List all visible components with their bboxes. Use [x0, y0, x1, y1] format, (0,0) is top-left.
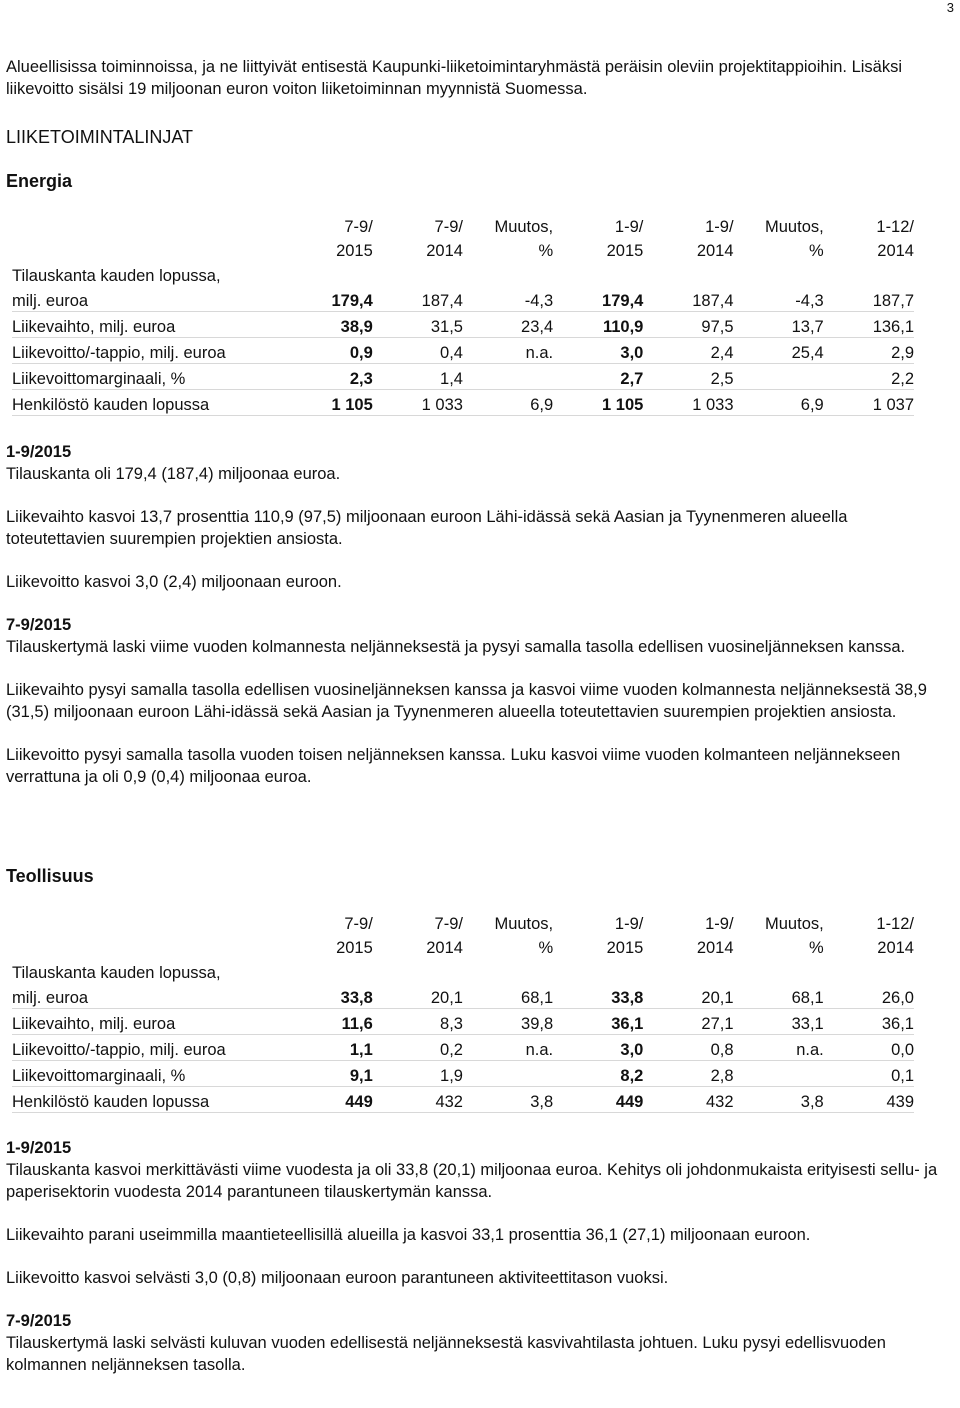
intro-paragraph: Alueellisissa toiminnoissa, ja ne liittyivät entisestä Kaupunki-liiketoimintaryhmästä peräisin oleviin projektitappioihin. Lisäksi liikevoitto sisälsi 19 miljoonan euron voiton liiketoiminnan myynnistä Suomessa. — [6, 58, 903, 98]
table-cell: 0,2 — [373, 1035, 463, 1061]
table-cell — [734, 364, 824, 390]
table-cell: 449 — [553, 1087, 643, 1113]
paragraph: Liikevoitto kasvoi selvästi 3,0 (0,8) miljoonaan euroon parantuneen aktiviteettitason vuoksi. — [6, 1269, 669, 1287]
table-cell: 33,8 — [553, 983, 643, 1009]
table-cell: 0,9 — [283, 338, 373, 364]
table-row — [12, 1035, 914, 1061]
table-row — [12, 390, 914, 416]
table-cell: 2,2 — [824, 364, 914, 390]
table-cell: 1 033 — [643, 390, 733, 416]
teollisuus-table — [12, 912, 914, 1113]
table-row — [12, 286, 914, 312]
column-header: 7-9/ 2014 — [426, 915, 463, 957]
header-empty — [12, 912, 283, 960]
table-cell: 1,9 — [373, 1061, 463, 1087]
table-cell: 27,1 — [643, 1009, 733, 1035]
row-label: milj. euroa — [12, 983, 283, 1009]
table-cell: 6,9 — [463, 390, 553, 416]
table-cell: 33,1 — [734, 1009, 824, 1035]
table-cell: 3,0 — [553, 338, 643, 364]
table-cell: 2,3 — [283, 364, 373, 390]
table-header-row — [12, 215, 914, 263]
table-cell: 1 105 — [553, 390, 643, 416]
table-cell: 179,4 — [553, 286, 643, 312]
table-cell — [463, 364, 553, 390]
table-cell: n.a. — [734, 1035, 824, 1061]
row-label: Liikevaihto, milj. euroa — [12, 1009, 283, 1035]
table-cell: 432 — [643, 1087, 733, 1113]
column-header: Muutos, % — [494, 218, 554, 260]
table-cell: 179,4 — [283, 286, 373, 312]
table-cell: 8,3 — [373, 1009, 463, 1035]
table-row — [12, 338, 914, 364]
table-row — [12, 263, 914, 286]
row-label: Liikevoittomarginaali, % — [12, 1061, 283, 1087]
section-title: LIIKETOIMINTALINJAT — [6, 127, 194, 147]
row-label: Henkilöstö kauden lopussa — [12, 390, 283, 416]
header-empty — [12, 215, 283, 263]
table-row — [12, 312, 914, 338]
row-label: Liikevaihto, milj. euroa — [12, 312, 283, 338]
table-cell: 20,1 — [643, 983, 733, 1009]
row-label: Henkilöstö kauden lopussa — [12, 1087, 283, 1113]
table-cell: 187,7 — [824, 286, 914, 312]
paragraph: Tilauskanta oli 179,4 (187,4) miljoonaa euroa. — [6, 465, 341, 483]
table-cell: 68,1 — [463, 983, 553, 1009]
table-cell: 1 037 — [824, 390, 914, 416]
column-header: 1-9/ 2015 — [606, 218, 644, 260]
table-cell: 110,9 — [553, 312, 643, 338]
table-cell: 25,4 — [734, 338, 824, 364]
row-label: milj. euroa — [12, 286, 283, 312]
table-cell: -4,3 — [463, 286, 553, 312]
teollisuus-heading: Teollisuus — [6, 866, 94, 886]
column-header: 1-9/ 2014 — [696, 915, 734, 957]
table-cell: 11,6 — [283, 1009, 373, 1035]
energia-commentary — [6, 441, 946, 788]
row-label: Liikevoitto/-tappio, milj. euroa — [12, 338, 283, 364]
column-header: 7-9/ 2015 — [336, 218, 373, 260]
table-cell: 1,1 — [283, 1035, 373, 1061]
table-cell: 20,1 — [373, 983, 463, 1009]
table-cell: 2,9 — [824, 338, 914, 364]
table-cell: -4,3 — [734, 286, 824, 312]
table-cell: 9,1 — [283, 1061, 373, 1087]
table-row — [12, 1061, 914, 1087]
row-label: Liikevoitto/-tappio, milj. euroa — [12, 1035, 283, 1061]
column-header: 1-12/ 2014 — [876, 218, 914, 260]
paragraph: Liikevaihto parani useimmilla maantieteellisillä alueilla ja kasvoi 33,1 prosenttia 36,1 (27,1) miljoonaan euroon. — [6, 1226, 811, 1244]
table-cell: 449 — [283, 1087, 373, 1113]
table-cell: 1,4 — [373, 364, 463, 390]
table-cell: 2,5 — [643, 364, 733, 390]
table-cell: 0,8 — [643, 1035, 733, 1061]
table-row — [12, 364, 914, 390]
table-cell: n.a. — [463, 338, 553, 364]
column-header: 1-12/ 2014 — [876, 915, 914, 957]
paragraph: Tilauskanta kasvoi merkittävästi viime vuodesta ja oli 33,8 (20,1) miljoonaa euroa. Kehitys oli johdonmukaista erityisesti sellu- ja paperisektorin vuodesta 2014 parantuneen tilauskertymän kanssa. — [6, 1161, 938, 1201]
table-cell: n.a. — [463, 1035, 553, 1061]
table-row — [12, 960, 914, 983]
table-cell: 432 — [373, 1087, 463, 1113]
table-cell: 23,4 — [463, 312, 553, 338]
table-row — [12, 1009, 914, 1035]
period-heading: 7-9/2015 — [6, 616, 72, 634]
table-cell: 8,2 — [553, 1061, 643, 1087]
column-header: 7-9/ 2015 — [336, 915, 373, 957]
table-cell: 36,1 — [553, 1009, 643, 1035]
period-heading: 1-9/2015 — [6, 1139, 72, 1157]
table-cell: 36,1 — [824, 1009, 914, 1035]
row-label: Tilauskanta kauden lopussa, — [12, 964, 221, 982]
table-row — [12, 1087, 914, 1113]
paragraph: Liikevaihto pysyi samalla tasolla edellisen vuosineljänneksen kanssa ja kasvoi viime vuoden kolmannesta neljänneksestä 38,9 (31,5) miljoonaan euroon Lähi-idässä sekä Aasian ja Tyynenmeren alueella toteutettavien suurempien projektien ansiosta. — [6, 681, 927, 721]
table-cell: 439 — [824, 1087, 914, 1113]
table-cell: 1 105 — [283, 390, 373, 416]
row-label: Liikevoittomarginaali, % — [12, 364, 283, 390]
paragraph: Tilauskertymä laski selvästi kuluvan vuoden edellisestä neljänneksestä kasvivahtilasta johtuen. Luku pysyi edellisvuoden kolmannen neljänneksen tasolla. — [6, 1334, 886, 1374]
table-cell: 2,8 — [643, 1061, 733, 1087]
table-cell: 39,8 — [463, 1009, 553, 1035]
table-cell: 187,4 — [373, 286, 463, 312]
table-cell: 0,1 — [824, 1061, 914, 1087]
column-header: Muutos, % — [494, 915, 554, 957]
column-header: Muutos, % — [765, 218, 824, 260]
table-cell: 0,4 — [373, 338, 463, 364]
table-cell: 38,9 — [283, 312, 373, 338]
table-cell: 6,9 — [734, 390, 824, 416]
period-heading: 7-9/2015 — [6, 1312, 72, 1330]
column-header: 7-9/ 2014 — [426, 218, 463, 260]
table-cell — [463, 1061, 553, 1087]
teollisuus-commentary — [6, 1137, 946, 1376]
paragraph: Tilauskertymä laski viime vuoden kolmannesta neljänneksestä ja pysyi samalla tasolla edellisen vuosineljänneksen kanssa. — [6, 638, 906, 656]
paragraph: Liikevaihto kasvoi 13,7 prosenttia 110,9 (97,5) miljoonaan euroon Lähi-idässä sekä Aasian ja Tyynenmeren alueella toteutettavien suurempien projektien ansiosta. — [6, 508, 848, 548]
table-cell: 3,0 — [553, 1035, 643, 1061]
period-heading: 1-9/2015 — [6, 443, 72, 461]
page-number: 3 — [946, 0, 954, 15]
column-header: Muutos, % — [765, 915, 824, 957]
table-cell: 13,7 — [734, 312, 824, 338]
table-cell: 2,4 — [643, 338, 733, 364]
table-cell: 1 033 — [373, 390, 463, 416]
table-cell: 187,4 — [643, 286, 733, 312]
table-cell: 3,8 — [734, 1087, 824, 1113]
energia-table — [12, 215, 914, 416]
table-row — [12, 983, 914, 1009]
table-cell: 0,0 — [824, 1035, 914, 1061]
table-cell: 26,0 — [824, 983, 914, 1009]
table-cell: 68,1 — [734, 983, 824, 1009]
table-cell: 2,7 — [553, 364, 643, 390]
paragraph: Liikevoitto kasvoi 3,0 (2,4) miljoonaan euroon. — [6, 573, 342, 591]
table-header-row — [12, 912, 914, 960]
table-cell: 31,5 — [373, 312, 463, 338]
table-cell — [734, 1061, 824, 1087]
column-header: 1-9/ 2015 — [606, 915, 644, 957]
energia-heading: Energia — [6, 171, 73, 191]
paragraph: Liikevoitto pysyi samalla tasolla vuoden toisen neljänneksen kanssa. Luku kasvoi viime vuoden kolmanteen neljännekseen verrattuna ja oli 0,9 (0,4) miljoonaa euroa. — [6, 746, 901, 786]
table-cell: 3,8 — [463, 1087, 553, 1113]
row-label: Tilauskanta kauden lopussa, — [12, 267, 221, 285]
table-cell: 97,5 — [643, 312, 733, 338]
table-cell: 136,1 — [824, 312, 914, 338]
column-header: 1-9/ 2014 — [696, 218, 734, 260]
table-cell: 33,8 — [283, 983, 373, 1009]
